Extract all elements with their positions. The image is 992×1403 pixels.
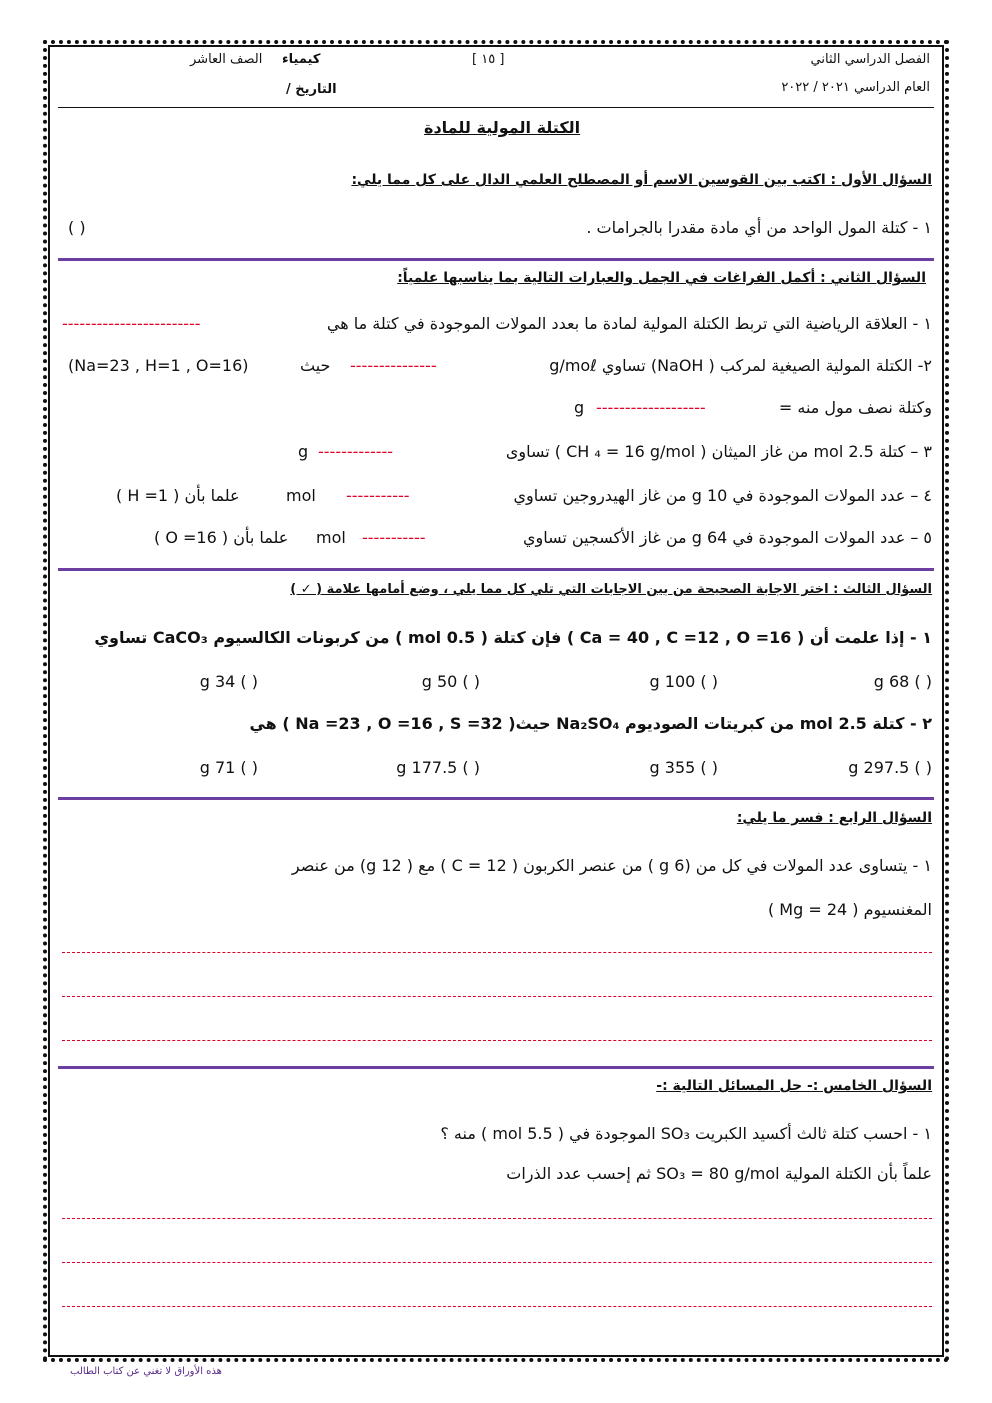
page-title: الكتلة المولية للمادة [424, 118, 581, 137]
answer-line[interactable] [62, 1262, 932, 1263]
q5-item-1-cont: علماً بأن الكتلة المولية SO₃ = 80 g/mol ثم إحسب عدد الذرات [506, 1164, 932, 1183]
q2-item-3-unit: g [298, 442, 309, 461]
q5-item-1: ١ - احسب كتلة ثالث أكسيد الكبريت SO₃ الموجودة في ( 5.5 mol ) منه ؟ [440, 1124, 932, 1143]
q3-item-1: ١ - إذا علمت أن ( Ca = 40 , C =12 , O =16 ) فإن كتلة ( 0.5 mol ) من كربونات الكالسيوم CaCO₃ تساوي [94, 628, 932, 647]
grade-label: الصف العاشر [190, 52, 263, 67]
q2-item-4-unit: mol [286, 486, 316, 505]
q3-item-1-option-1[interactable]: ( ) 68 g [873, 672, 932, 691]
answer-line[interactable] [62, 1306, 932, 1307]
q2-item-1-blank[interactable]: ------------------------ [62, 314, 201, 333]
q2-item-2: ٢- الكتلة المولية الصيغية لمركب ( NaOH) تساوي g/moℓ [549, 356, 932, 375]
q2-item-2-where: حيث [300, 356, 331, 375]
q2-item-5-blank[interactable]: ----------- [362, 528, 426, 547]
semester-label: الفصل الدراسي الثاني [810, 52, 930, 67]
q3-item-1-option-3[interactable]: ( ) 50 g [421, 672, 480, 691]
section-divider [58, 258, 934, 261]
q3-item-2-option-1[interactable]: ( ) 297.5 g [848, 758, 932, 777]
q2-item-1: ١ - العلاقة الرياضية التي تربط الكتلة المولية لمادة ما بعدد المولات الموجودة في كتلة ما هي [326, 314, 932, 333]
answer-line[interactable] [62, 1040, 932, 1041]
q2-item-2-blank[interactable]: --------------- [350, 356, 437, 375]
section-divider [58, 1066, 934, 1069]
question-2-heading: السؤال الثاني : أكمل الفراغات في الجمل والعبارات التالية بما يناسبها علمياً: [397, 270, 926, 286]
q3-item-2-option-2[interactable]: ( ) 355 g [649, 758, 718, 777]
question-1-heading: السؤال الأول : اكتب بين القوسين الاسم أو المصطلح العلمي الدال على كل مما يلي: [351, 172, 932, 188]
q2-item-5-unit: mol [316, 528, 346, 547]
q1-answer-bracket[interactable]: ( ) [68, 218, 86, 237]
subject-label: كيمياء [282, 52, 321, 67]
q2-item-3: ٣ – كتلة 2.5 mol من غاز الميثان ( CH ₄ = 16 g/mol ) تساوى [505, 442, 932, 461]
q3-item-1-option-2[interactable]: ( ) 100 g [649, 672, 718, 691]
q3-item-2: ٢ - كتلة 2.5 mol من كبريتات الصوديوم Na₂SO₄ حيث( Na =23 , O =16 , S =32 ) هي [249, 714, 932, 733]
q2-item-2-unit: g [574, 398, 585, 417]
q2-item-5: ٥ – عدد المولات الموجودة في g 64 من غاز الأكسجين تساوي [522, 528, 932, 547]
page-number: [ ١٥ ] [472, 52, 505, 67]
answer-line[interactable] [62, 952, 932, 953]
q2-item-3-blank[interactable]: ------------- [318, 442, 394, 461]
answer-line[interactable] [62, 1218, 932, 1219]
footer-note: هذه الأوراق لا تغني عن كتاب الطالب [70, 1366, 222, 1377]
question-5-heading: السؤال الخامس :- حل المسائل التالية :- [656, 1078, 932, 1094]
question-4-heading: السؤال الرابع : فسر ما يلي: [736, 810, 932, 826]
section-divider [58, 797, 934, 800]
q2-item-4-blank[interactable]: ----------- [346, 486, 410, 505]
q3-item-1-option-4[interactable]: ( ) 34 g [199, 672, 258, 691]
q4-item-1-cont: المغنسيوم ( Mg = 24 ) [767, 900, 932, 919]
q4-item-1: ١ - يتساوى عدد المولات في كل من (g 6 ) من عنصر الكربون ( C = 12 ) مع ( g 12) من عنصر [291, 856, 932, 875]
q3-item-2-option-3[interactable]: ( ) 177.5 g [396, 758, 480, 777]
section-divider [58, 568, 934, 571]
academic-year: العام الدراسي ٢٠٢١ / ٢٠٢٢ [781, 80, 930, 95]
answer-line[interactable] [62, 996, 932, 997]
q2-item-5-note: علما بأن ( O =16 ) [154, 528, 289, 547]
q2-item-4: ٤ – عدد المولات الموجودة في g 10 من غاز الهيدروجين تساوي [513, 486, 932, 505]
question-3-heading: السؤال الثالث : اختر الاجابة الصحيحة من بين الاجابات التي تلي كل مما يلي ، وضع أمامها علامة ( ✓ ) [290, 582, 932, 597]
header-divider [58, 107, 934, 108]
q2-item-2-half-mole: وكتلة نصف مول منه = [778, 398, 932, 417]
q1-item-1: ١ - كتلة المول الواحد من أي مادة مقدرا بالجرامات . [586, 218, 932, 237]
q2-item-2-blank-2[interactable]: ------------------- [596, 398, 706, 417]
q3-item-2-option-4[interactable]: ( ) 71 g [199, 758, 258, 777]
q2-item-4-note: علما بأن ( H =1 ) [116, 486, 240, 505]
page-border-inner [48, 45, 944, 1357]
q2-item-2-atomic-masses: (Na=23 , H=1 , O=16) [68, 356, 249, 375]
date-label: التاريخ / [286, 82, 337, 97]
